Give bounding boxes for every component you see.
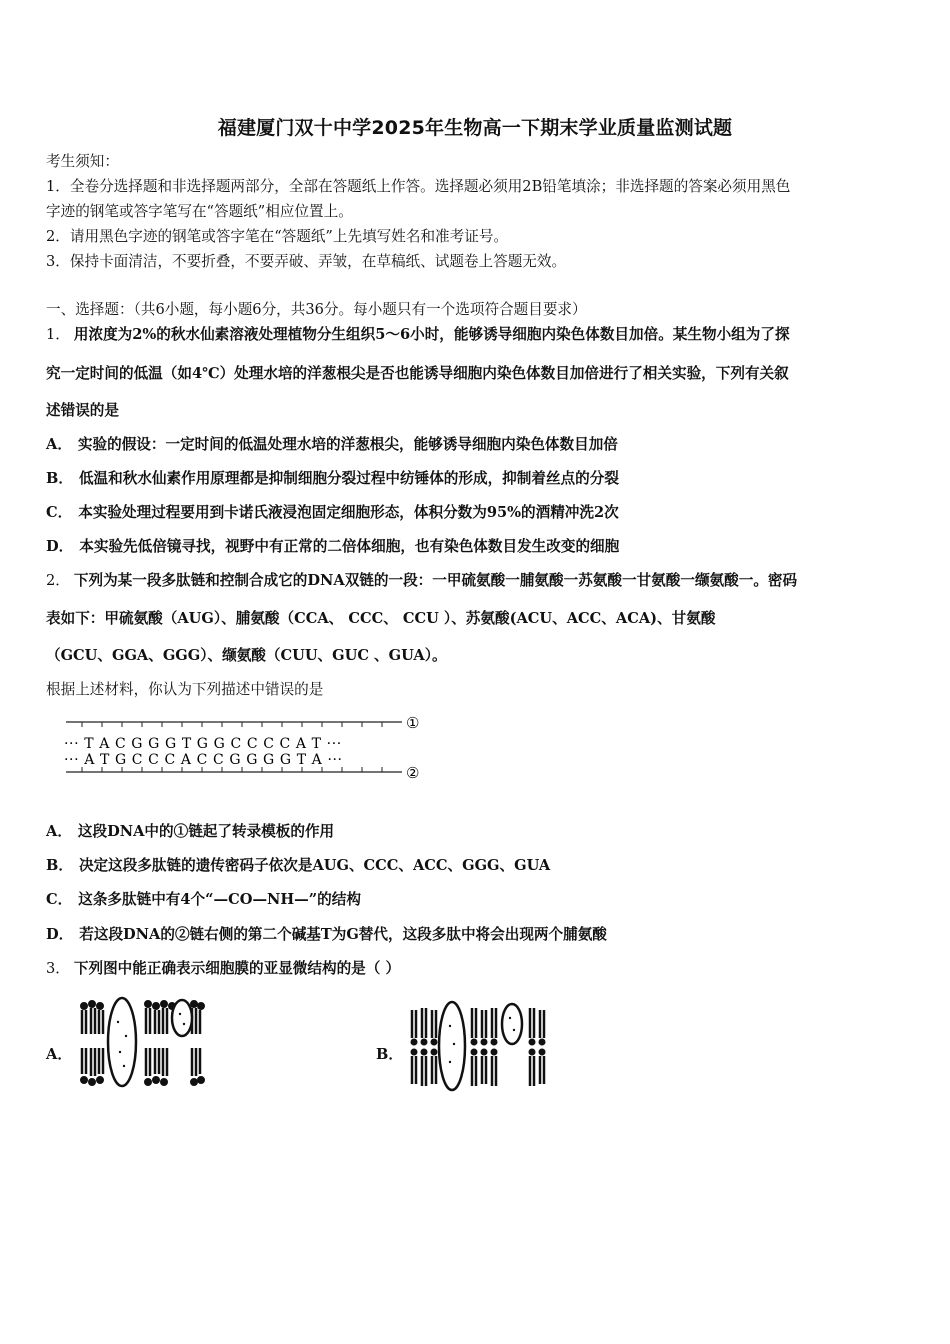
dna-mark-1: ①: [406, 714, 420, 732]
dna-diagram: [62, 712, 432, 782]
option-text: 这段DNA中的①链起了转录模板的作用: [77, 823, 335, 840]
q2-option-d[interactable]: [46, 925, 607, 945]
option-text: 本实验处理过程要用到卡诺氏液浸泡固定细胞形态，体积分数为95%的酒精冲洗2次: [78, 504, 619, 521]
phospholipid-tails-b: [412, 1008, 544, 1086]
dna-strand-1-text: ··· T A C G G G T G G C C C C A T ···: [64, 736, 342, 752]
option-text: 本实验先低倍镜寻找，视野中有正常的二倍体细胞，也有染色体数目发生改变的细胞: [79, 538, 620, 555]
option-label: B．: [46, 857, 73, 874]
question-text: 用浓度为2%的秋水仙素溶液处理植物分生组织5～6小时，能够诱导细胞内染色体数目加倍。某生物小组为了探: [73, 326, 790, 343]
question-number: 3．: [46, 960, 70, 977]
question-2-line: [46, 571, 906, 591]
option-text: 决定这段多肽链的遗传密码子依次是AUG、CCC、ACC、GGG、GUA: [78, 857, 551, 874]
question-number: 2．: [46, 572, 70, 589]
dna-strand-1-ticks: [82, 722, 382, 727]
option-label: A．: [46, 436, 72, 453]
option-label: D．: [46, 538, 74, 555]
q1-option-b[interactable]: [46, 469, 619, 489]
q3-option-a-label[interactable]: A．: [46, 1046, 72, 1063]
option-text: 实验的假设：一定时间的低温处理水培的洋葱根尖，能够诱导细胞内染色体数目加倍: [77, 436, 618, 453]
notice-item: 2．请用黑色字迹的钢笔或答字笔在“答题纸”上先填写姓名和准考证号。: [46, 228, 509, 245]
option-text: 低温和秋水仙素作用原理都是抑制细胞分裂过程中纺锤体的形成，抑制着丝点的分裂: [78, 470, 619, 487]
option-label: D．: [46, 926, 74, 943]
q1-option-a[interactable]: [46, 435, 618, 455]
notice-item: 3．保持卡面清洁，不要折叠，不要弄破、弄皱，在草稿纸、试题卷上答题无效。: [46, 253, 567, 270]
q2-option-b[interactable]: [46, 856, 550, 876]
question-text: 下列为某一段多肽链和控制合成它的DNA双链的一段：一甲硫氨酸一脯氨酸一苏氨酸一甘氨酸一缬氨酸一。密码: [73, 572, 798, 589]
question-2-lead: 根据上述材料，你认为下列描述中错误的是: [46, 681, 324, 698]
membrane-a-svg: [76, 992, 206, 1092]
q1-option-c[interactable]: [46, 503, 619, 523]
question-number: 1．: [46, 326, 70, 343]
dna-svg: [62, 712, 432, 782]
membrane-diagram-a[interactable]: [76, 992, 206, 1096]
phospholipid-tails-bottom: [82, 1048, 200, 1076]
q2-option-a[interactable]: [46, 822, 334, 842]
membrane-b-svg: [406, 998, 551, 1098]
notice-heading: 考生须知：: [46, 153, 119, 170]
option-text: 若这段DNA的②链右侧的第二个碱基T为G替代，这段多肽中将会出现两个脯氨酸: [79, 926, 607, 943]
page-title: 福建厦门双十中学2025年生物高一下期末学业质量监测试题: [217, 117, 733, 139]
q1-option-d[interactable]: [46, 537, 619, 557]
option-label: C．: [46, 891, 73, 908]
phospholipid-heads-b: [411, 1039, 546, 1056]
question-2-line: （GCU、GGA、GGG）、缬氨酸（CUU、GUC 、GUA）。: [46, 647, 447, 664]
dna-mark-2: ②: [406, 764, 420, 782]
membrane-diagram-b[interactable]: [406, 998, 551, 1102]
membrane-proteins-b: [439, 1002, 522, 1090]
question-3-line: [46, 959, 906, 979]
q3-option-b-label[interactable]: B．: [376, 1046, 403, 1063]
section-heading: 一、选择题：（共6小题，每小题6分，共36分。每小题只有一个选项符合题目要求）: [46, 301, 587, 318]
notice-item: 字迹的钢笔或答字笔写在“答题纸”相应位置上。: [46, 203, 353, 220]
option-label: B．: [46, 470, 73, 487]
question-1-line: 究一定时间的低温（如4℃）处理水培的洋葱根尖是否也能诱导细胞内染色体数目加倍进行了相关实验，下列有关叙: [46, 365, 789, 382]
question-1-line: 述错误的是: [46, 402, 119, 419]
question-text: 下列图中能正确表示细胞膜的亚显微结构的是（ ）: [73, 960, 401, 977]
notice-item: 1．全卷分选择题和非选择题两部分，全部在答题纸上作答。选择题必须用2B铅笔填涂；非选择题的答案必须用黑色: [46, 178, 791, 195]
option-text: 这条多肽链中有4个“—CO—NH—”的结构: [78, 891, 361, 908]
question-1-line: [46, 325, 906, 345]
question-2-line: 表如下：甲硫氨酸（AUG）、脯氨酸（CCA、 CCC、 CCU ）、苏氨酸(ACU、ACC、ACA)、甘氨酸: [46, 610, 716, 627]
q2-option-c[interactable]: [46, 890, 361, 910]
dna-strand-2-text: ··· A T G C C C A C C G G G G T A ···: [64, 752, 343, 768]
option-label: C．: [46, 504, 73, 521]
option-label: A．: [46, 823, 72, 840]
phospholipid-heads-bottom: [81, 1077, 205, 1086]
